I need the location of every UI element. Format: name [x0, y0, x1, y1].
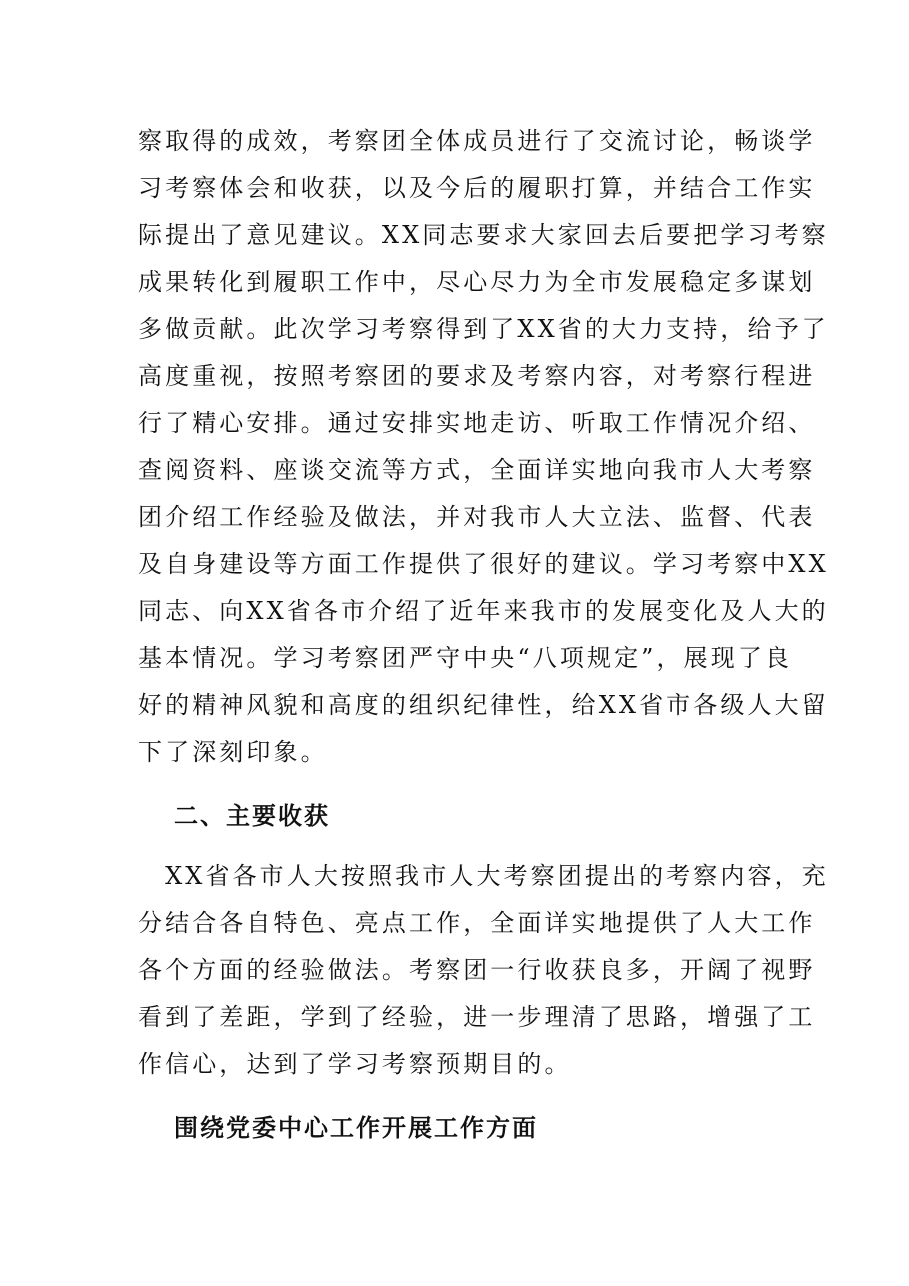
paragraph-line: 察取得的成效，考察团全体成员进行了交流讨论，畅谈学: [138, 127, 816, 155]
paragraph-line: 分结合各自特色、亮点工作，全面详实地提供了人大工作: [138, 909, 816, 937]
paragraph-line: 各个方面的经验做法。考察团一行收获良多，开阔了视野: [138, 956, 816, 984]
paragraph-line: 行了精心安排。通过安排实地走访、听取工作情况介绍、: [138, 409, 816, 437]
paragraph-2: [138, 853, 829, 1088]
sub-heading-party-center-work: 围绕党委中心工作开展工作方面: [174, 1113, 538, 1142]
paragraph-line: 成果转化到履职工作中，尽心尽力为全市发展稳定多谋划: [138, 268, 816, 296]
paragraph-line: 查阅资料、座谈交流等方式，全面详实地向我市人大考察: [138, 456, 816, 484]
paragraph-line: 多做贡献。此次学习考察得到了XX省的大力支持，给予了: [138, 315, 829, 343]
paragraph-line: 下了深刻印象。: [138, 738, 328, 766]
paragraph-line: 团介绍工作经验及做法，并对我市人大立法、监督、代表: [138, 503, 816, 531]
paragraph-line: 好的精神风貌和高度的组织纪律性，给XX省市各级人大留: [138, 691, 829, 719]
paragraph-line: 基本情况。学习考察团严守中央“八项规定”，展现了良: [138, 644, 793, 672]
section-heading-main-gains: 二、主要收获: [174, 801, 330, 830]
paragraph-line: 及自身建设等方面工作提供了很好的建议。学习考察中XX: [138, 550, 829, 578]
paragraph-line: 作信心，达到了学习考察预期目的。: [138, 1050, 572, 1078]
paragraph-line: 看到了差距，学到了经验，进一步理清了思路，增强了工: [138, 1003, 816, 1031]
paragraph-line: XX省各市人大按照我市人大考察团提出的考察内容，充: [138, 862, 829, 890]
document-body: [138, 118, 829, 1151]
paragraph-line: 高度重视，按照考察团的要求及考察内容，对考察行程进: [138, 362, 816, 390]
paragraph-line: 习考察体会和收获，以及今后的履职打算，并结合工作实: [138, 174, 816, 202]
paragraph-line: 际提出了意见建议。XX同志要求大家回去后要把学习考察: [138, 221, 829, 249]
paragraph-line: 同志、向XX省各市介绍了近年来我市的发展变化及人大的: [138, 597, 829, 625]
paragraph-1: [138, 118, 829, 776]
